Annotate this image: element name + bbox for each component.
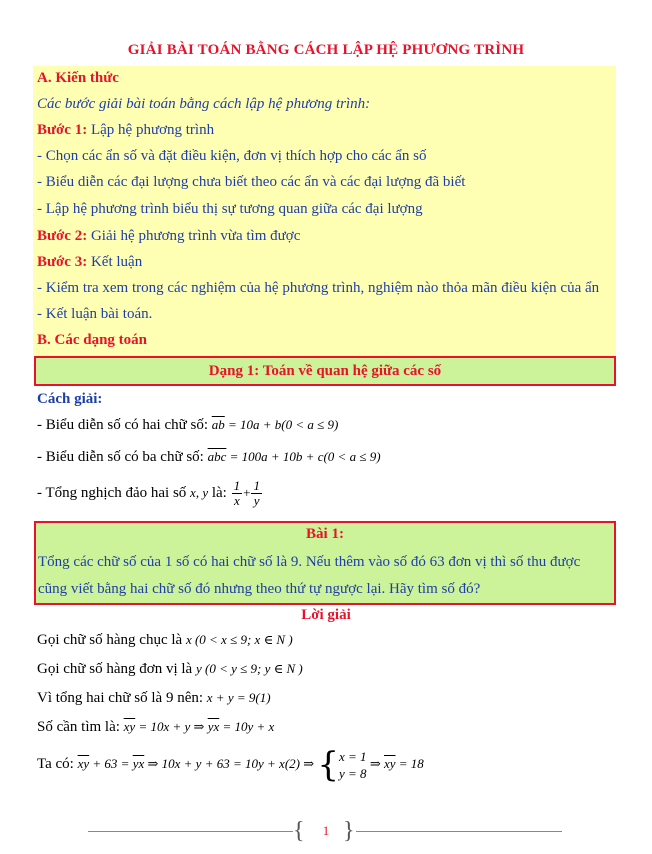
overline-math: $\overline{yx}$	[132, 756, 145, 771]
section-b-heading: B. Các dạng toán	[37, 332, 148, 348]
overline-math: $\overline{yx}$	[207, 719, 220, 734]
step3-item: - Kết luận bài toán.	[37, 306, 153, 322]
step3-label: Bước 3:	[37, 254, 88, 270]
fraction-denominator: x	[233, 493, 240, 509]
solution-text: Số cần tìm là:	[37, 719, 124, 735]
solution-line-2	[37, 661, 303, 678]
solution-math: ⇒ 10x + y + 63 = 10y + x(2) ⇒	[144, 756, 318, 771]
rule-reciprocal-sum	[37, 478, 263, 508]
footer-bracket-right-icon: }	[343, 818, 355, 844]
overline-math: $\overline{xy}$	[77, 756, 90, 771]
rule-text-la: là:	[208, 485, 231, 501]
step1-item: - Lập hệ phương trình biểu thị sự tương quan giữa các đại lượng	[37, 201, 423, 217]
step3-line	[37, 254, 142, 271]
solution-line-5	[37, 744, 424, 785]
step1-item: - Biểu diễn các đại lượng chưa biết theo các ẩn và các đại lượng đã biết	[37, 174, 466, 190]
solution-text: Gọi chữ số hàng chục là	[37, 632, 186, 648]
overline-math: $\overline{ab}$	[211, 417, 225, 432]
equation-system	[317, 744, 367, 785]
step3-item: - Kiểm tra xem trong các nghiệm của hệ phương trình, nghiệm nào thỏa mãn điều kiện của ẩn	[37, 280, 600, 296]
solution-math: x (0 < x ≤ 9; x ∈ N )	[185, 632, 293, 647]
rule-text: - Biểu diễn số có ba chữ số:	[37, 449, 208, 465]
step1-line	[37, 122, 214, 139]
fraction-denominator: y	[253, 493, 260, 509]
plus-sign: +	[243, 485, 251, 500]
solution-text: Vì tổng hai chữ số là 9 nên:	[37, 690, 207, 706]
solution-text: Gọi chữ số hàng đơn vị là	[37, 661, 196, 677]
page-title: GIẢI BÀI TOÁN BẰNG CÁCH LẬP HỆ PHƯƠNG TRÌNH	[127, 42, 525, 58]
bai1-box	[34, 521, 616, 605]
rule-text: - Tổng nghịch đảo hai số	[37, 485, 191, 501]
page-number: 1	[322, 823, 330, 838]
bai1-heading: Bài 1:	[306, 526, 344, 542]
solution-text: Ta có:	[37, 756, 78, 772]
bai1-problem-text: Tổng các chữ số của 1 số có hai chữ số là 9. Nếu thêm vào số đó 63 đơn vị thì số thu được cũng viết bằng hai chữ số đó nhưng theo thứ tự ngược lại. Hãy tìm số đó?	[38, 554, 581, 597]
overline-math: $\overline{abc}$	[207, 449, 227, 464]
solution-math: y (0 < y ≤ 9; y ∈ N )	[195, 661, 303, 676]
fraction	[251, 479, 262, 508]
section-a-heading: A. Kiến thức	[37, 70, 119, 86]
solution-math: = 18	[395, 756, 424, 771]
solution-math: + 63 =	[89, 756, 133, 771]
fraction	[232, 479, 243, 508]
cach-giai-heading: Cách giải:	[37, 391, 103, 407]
step1-text: Lập hệ phương trình	[87, 122, 215, 138]
rule-vars: x, y	[190, 485, 209, 500]
dang1-title: Dạng 1: Toán về quan hệ giữa các số	[208, 362, 442, 379]
rule-two-digit	[37, 417, 338, 434]
rule-three-digit	[37, 449, 381, 466]
solution-heading: Lời giải	[301, 607, 351, 623]
overline-math: $\overline{xy}$	[123, 719, 136, 734]
step2-text: Giải hệ phương trình vừa tìm được	[87, 228, 301, 244]
step2-label: Bước 2:	[37, 228, 88, 244]
overline-math: $\overline{xy}$	[383, 756, 396, 771]
solution-math: ⇒	[366, 756, 384, 771]
step1-item: - Chọn các ẩn số và đặt điều kiện, đơn vị thích hợp cho các ẩn số	[37, 148, 427, 164]
step2-line	[37, 228, 300, 245]
system-line: x = 1	[339, 748, 367, 764]
solution-math: = 10x + y ⇒	[135, 719, 208, 734]
footer-bracket-left-icon: {	[293, 818, 305, 844]
step3-text: Kết luận	[87, 254, 143, 270]
solution-math: = 10y + x	[219, 719, 275, 734]
rule-text: - Biểu diễn số có hai chữ số:	[37, 417, 212, 433]
section-a-intro: Các bước giải bài toán bằng cách lập hệ phương trình:	[37, 96, 371, 112]
solution-line-3	[37, 690, 271, 707]
step1-label: Bước 1:	[37, 122, 88, 138]
brace-icon: {	[317, 744, 340, 785]
solution-math: x + y = 9(1)	[206, 690, 271, 705]
system-line: y = 8	[339, 765, 367, 781]
solution-line-4	[37, 719, 274, 736]
fraction-numerator: 1	[253, 478, 260, 494]
solution-line-1	[37, 632, 293, 649]
rule-math: = 10a + b(0 < a ≤ 9)	[224, 417, 339, 432]
fraction-numerator: 1	[233, 478, 241, 494]
footer-divider-right	[356, 831, 562, 832]
rule-math: = 100a + 10b + c(0 < a ≤ 9)	[226, 449, 381, 464]
dang1-box	[34, 356, 616, 386]
